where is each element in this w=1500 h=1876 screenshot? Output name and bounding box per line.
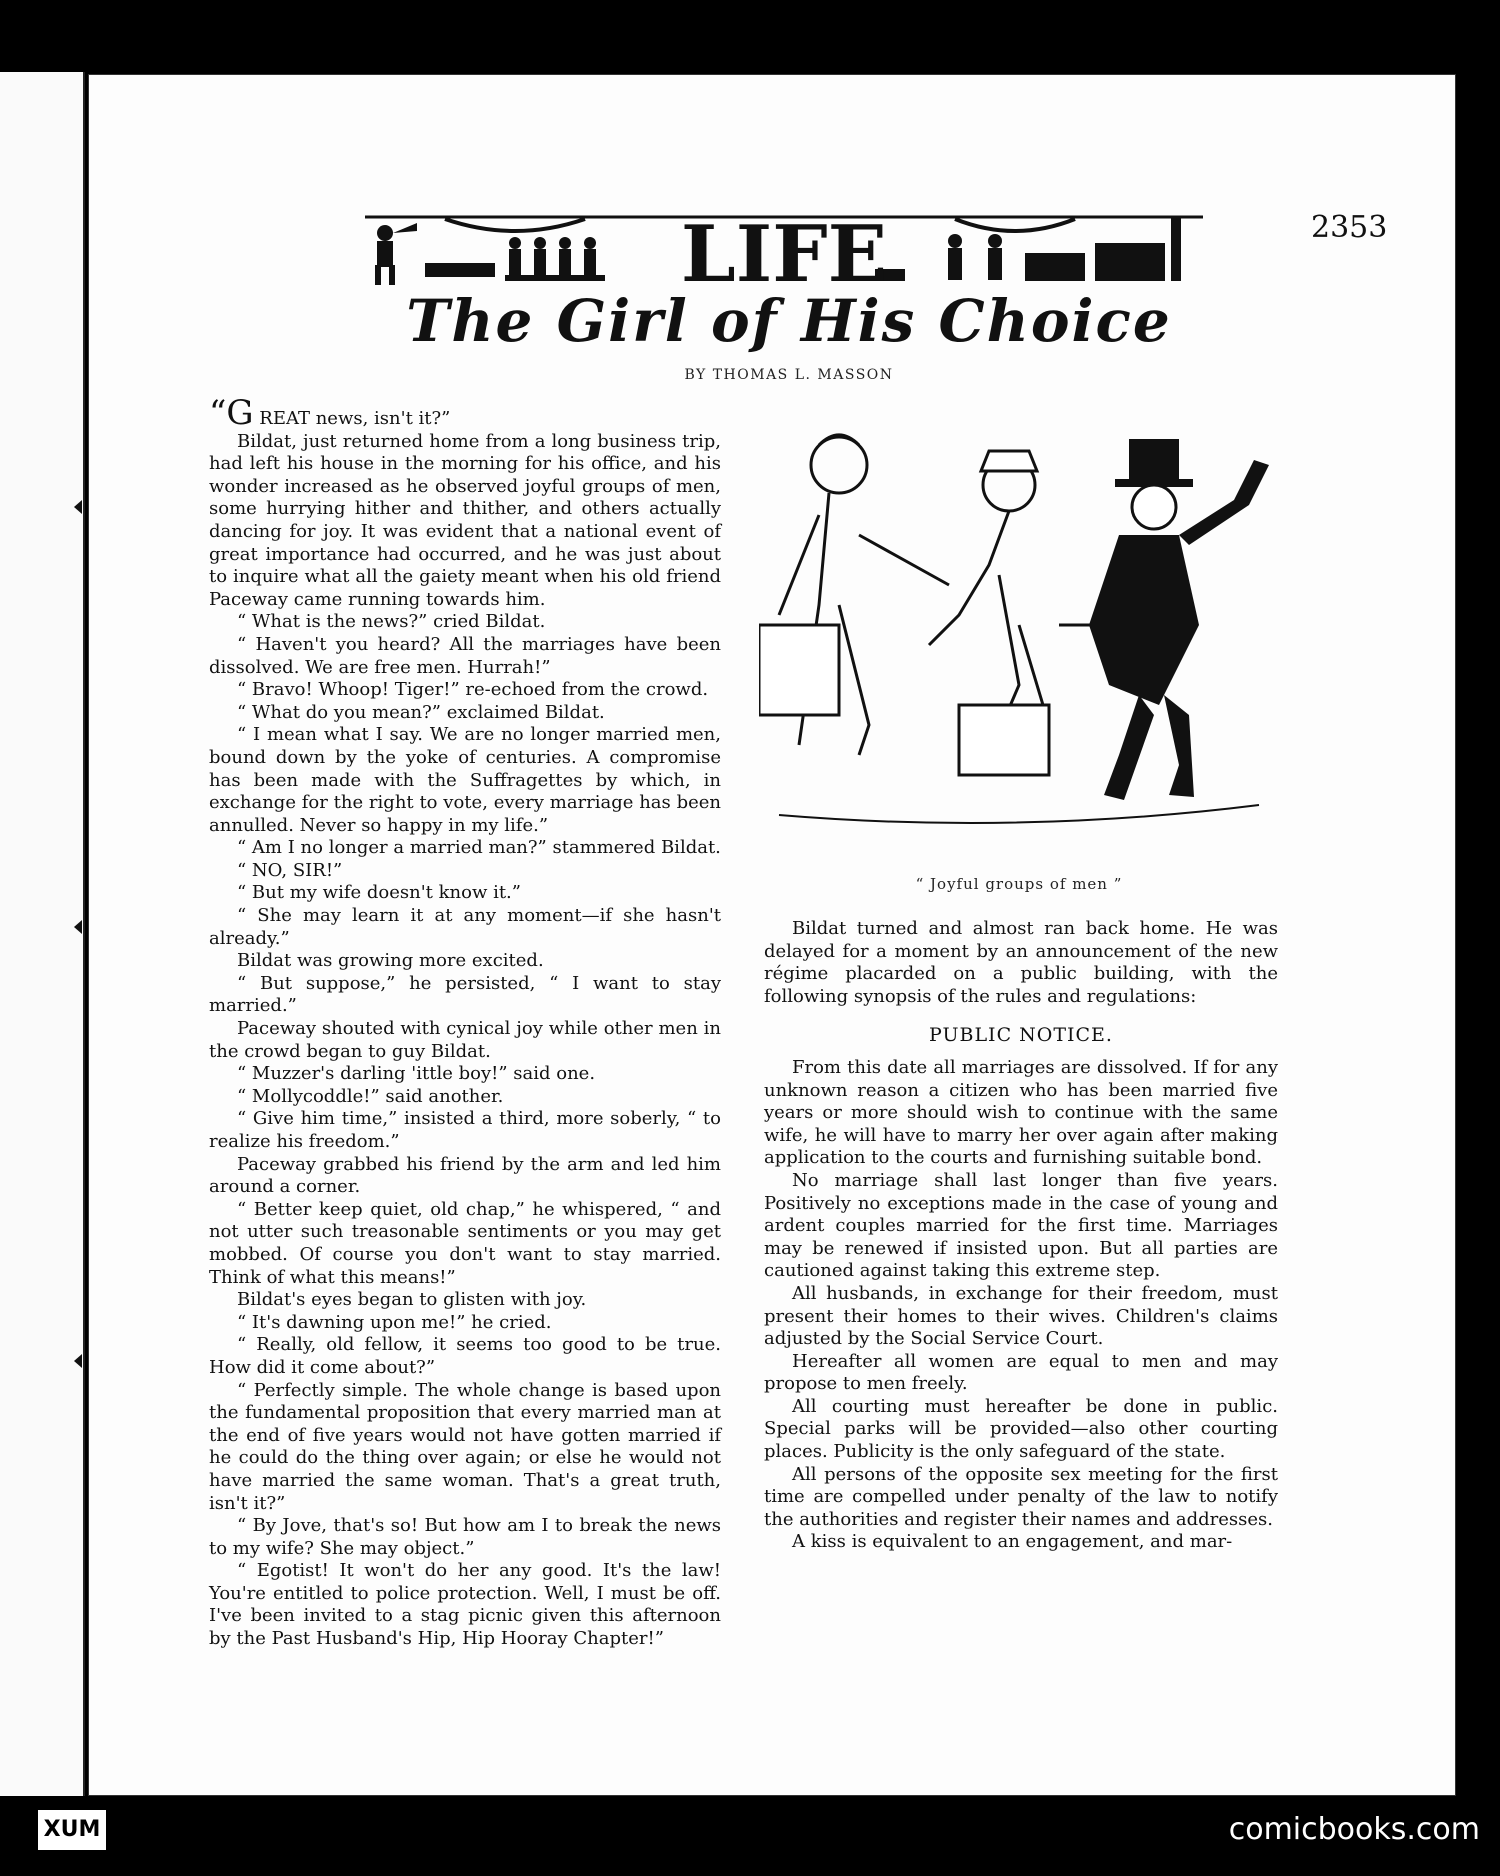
article-paragraph: “ Mollycoddle!” said another. <box>237 1085 504 1107</box>
binding-mark-icon <box>74 500 82 514</box>
article-paragraph: “ Bravo! Whoop! Tiger!” re-echoed from the crowd. <box>237 679 709 701</box>
article-paragraph: “ Better keep quiet, old chap,” he whispered, “ and not utter such treasonable sentiments or you may get mobbed. Of course you don't want to stay married. Think of what this means!” <box>209 1198 721 1288</box>
notice-paragraph: Hereafter all women are equal to men and may propose to men freely. <box>764 1350 1278 1395</box>
notice-paragraph: All husbands, in exchange for their freedom, must present their homes to their wives. Children's claims adjusted by the Social Service Court. <box>764 1282 1278 1350</box>
notice-heading: PUBLIC NOTICE. <box>929 1024 1113 1047</box>
article-paragraph: Paceway grabbed his friend by the arm and led him around a corner. <box>209 1153 721 1198</box>
right-column <box>764 918 1278 1554</box>
article-paragraph: Bildat turned and almost ran back home. He was delayed for a moment by an announcement of the new régime placarded on a public building, with the following synopsis of the rules and regulations: <box>764 918 1278 1007</box>
article-paragraph: “ Muzzer's darling 'ittle boy!” said one. <box>237 1063 596 1085</box>
article-paragraph: “ Am I no longer a married man?” stammered Bildat. <box>237 837 721 859</box>
notice-paragraph: All persons of the opposite sex meeting for the first time are compelled under penalty of the law to notify the authorities and register their names and addresses. <box>764 1463 1278 1530</box>
byline: BY THOMAS L. MASSON <box>684 367 894 383</box>
watermark: comicbooks.com <box>1228 1812 1480 1847</box>
article-paragraph: “ Really, old fellow, it seems too good to be true. How did it come about?” <box>209 1334 721 1378</box>
article-paragraph: “ She may learn it at any moment—if she hasn't already.” <box>209 905 721 949</box>
binding-mark-icon <box>74 1354 82 1368</box>
article-paragraph <box>209 393 721 433</box>
left-page-edge <box>0 72 85 1796</box>
article-paragraph: “ Haven't you heard? All the marriages have been dissolved. We are free men. Hurrah!” <box>209 633 721 678</box>
article-paragraph: “ But my wife doesn't know it.” <box>237 882 521 904</box>
article-paragraph: “ Egotist! It won't do her any good. It's the law! You're entitled to police protection. Well, I must be off. I've been invited to a stag picnic given this afternoon by the Past Husband's Hip, Hip Hooray Chapter!” <box>209 1560 721 1650</box>
article-paragraph: “ What is the news?” cried Bildat. <box>237 611 546 633</box>
notice-paragraph: A kiss is equivalent to an engagement, and mar- <box>792 1531 1233 1553</box>
article-paragraph: “ It's dawning upon me!” he cried. <box>237 1311 552 1333</box>
article-paragraph: Bildat, just returned home from a long business trip, had left his house in the morning for his office, and his wonder increased as he observed joyful groups of men, some hurrying hither and thither, and others actually dancing for joy. It was evident that a national event of great importance had occurred, and he was just about to inquire what all the gaiety meant when his old friend Paceway came running towards him. <box>209 430 721 610</box>
article-paragraph: “ I mean what I say. We are no longer married men, bound down by the yoke of centuries. A compromise has been made with the Suffragettes by which, in exchange for the right to vote, every marriage has been annulled. Never so happy in my life.” <box>209 724 721 836</box>
notice-paragraph: From this date all marriages are dissolved. If for any unknown reason a citizen who has been married five years or more should wish to continue with the same wife, he will have to marry her over again after making application to the courts and furnishing suitable bond. <box>764 1056 1278 1169</box>
article-paragraph: “ Give him time,” insisted a third, more soberly, “ to realize his freedom.” <box>209 1108 721 1152</box>
magazine-page <box>88 74 1456 1796</box>
left-column <box>209 393 721 1651</box>
illustration-caption: “ Joyful groups of men ” <box>915 875 1123 893</box>
article-paragraph: “ What do you mean?” exclaimed Bildat. <box>237 701 605 723</box>
three-dancing-men-illustration-icon <box>759 425 1279 845</box>
page-number: 2353 <box>1311 210 1388 245</box>
article-title: The Girl of His Choice <box>406 287 1172 355</box>
article-paragraph: Bildat was growing more excited. <box>237 950 544 972</box>
masthead-text: LIFE <box>680 209 888 293</box>
article-paragraph: “ Perfectly simple. The whole change is based upon the fundamental proposition that every married man at the end of five years would not have gotten married if he could do the thing over again; or else he would not have married the same woman. That's a great truth, isn't it?” <box>209 1379 721 1514</box>
notice-paragraph: All courting must hereafter be done in public. Special parks will be provided—also other courting places. Publicity is the only safeguard of the state. <box>764 1395 1278 1463</box>
xum-badge: XUM <box>38 1810 106 1850</box>
article-paragraph: Bildat's eyes began to glisten with joy. <box>237 1289 587 1311</box>
article-paragraph: “ NO, SIR!” <box>237 859 343 881</box>
binding-mark-icon <box>74 920 82 934</box>
article-paragraph: “ But suppose,” he persisted, “ I want to stay married.” <box>209 972 721 1017</box>
dropcap: “G <box>209 393 254 433</box>
article-paragraph: Paceway shouted with cynical joy while other men in the crowd began to guy Bildat. <box>209 1018 721 1062</box>
notice-paragraph: No marriage shall last longer than five years. Positively no exceptions made in the case of young and ardent couples married for the first time. Marriages may be renewed if insisted upon. But all parties are cautioned against taking this extreme step. <box>764 1169 1278 1282</box>
paragraph-text: REAT news, isn't it?” <box>259 408 451 429</box>
article-paragraph: “ By Jove, that's so! But how am I to break the news to my wife? She may object.” <box>209 1515 721 1559</box>
